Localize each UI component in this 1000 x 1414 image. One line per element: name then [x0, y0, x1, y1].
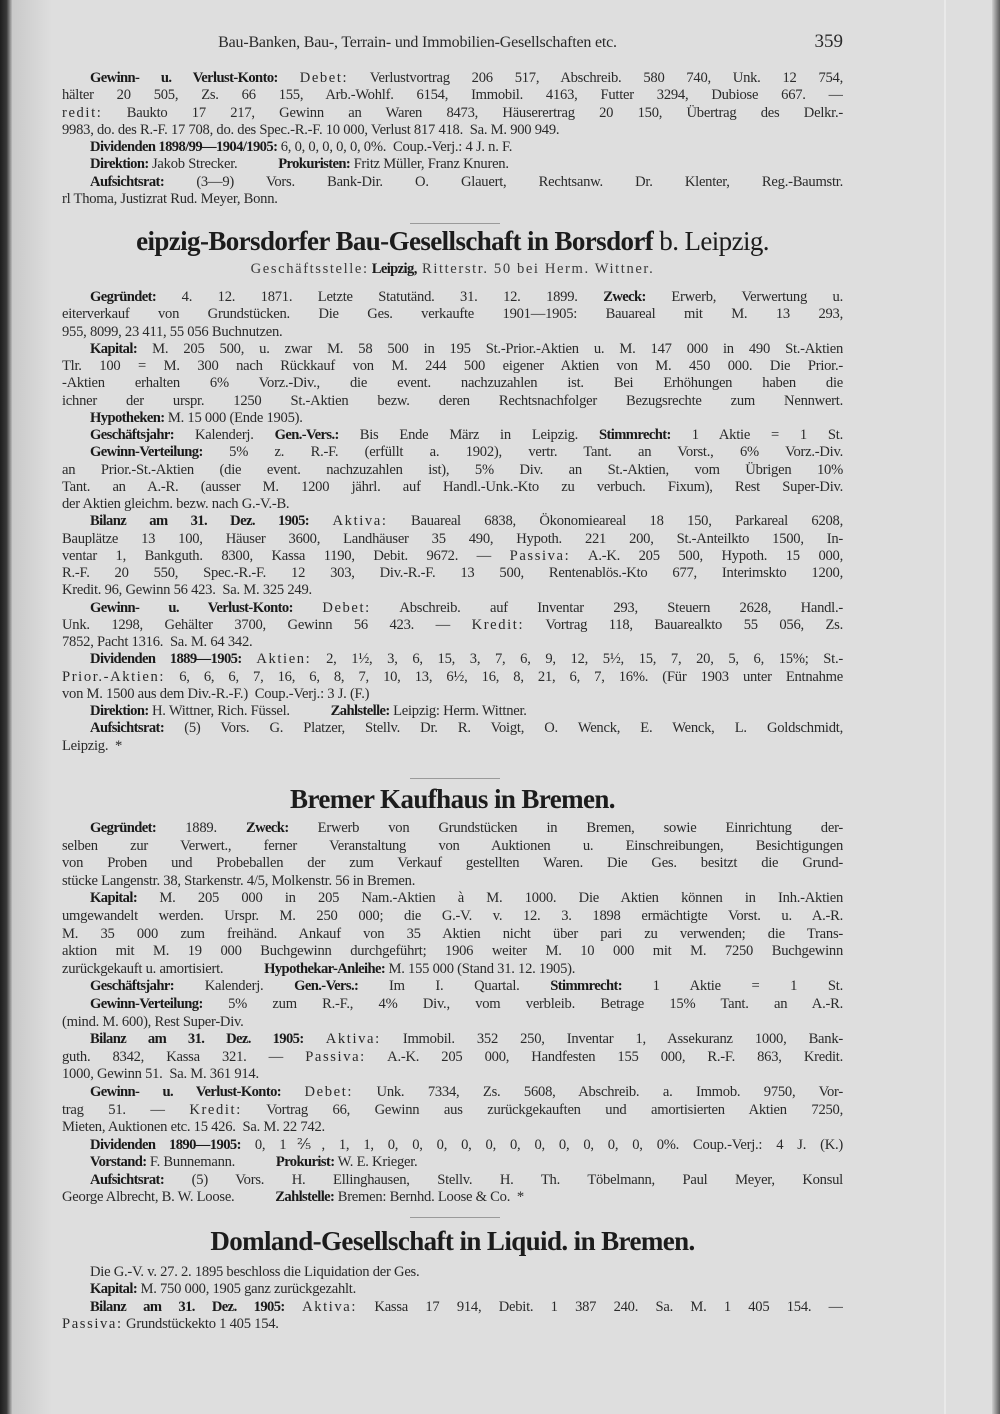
text-run: Bauareal 6838, Ökonomieareal 18 150, Parkareal 6208, [387, 513, 843, 530]
text-run [293, 600, 322, 616]
text-run: Tant. an A.-R. (ausser M. 1200 jährl. auf Handl.-Unk.-Kto zu verbuch. Fixum), Rest Super-Div. [62, 478, 843, 495]
text-run: Kredit: [189, 1101, 242, 1118]
text-line [62, 686, 843, 703]
text-line [62, 1031, 843, 1049]
text-run: M. 205 500, u. zwar M. 58 500 in 195 St.-Prior.-Aktien u. M. 147 000 in 490 St.-Aktien [137, 340, 843, 357]
text-run: A.-K. 205 000, Handfesten 155 000, R.-F. 863, Kredit. [365, 1048, 843, 1065]
text-line [62, 873, 843, 891]
company-title [62, 1226, 843, 1257]
text-run: Debet: [304, 1083, 354, 1100]
text-run [278, 70, 300, 86]
text-run: guth. 8342, Kassa 321. — [62, 1048, 306, 1065]
scan-edge-right [992, 0, 1000, 1414]
company-name: eipzig-Borsdorfer Bau-Gesellschaft in Borsdorf [136, 226, 654, 256]
text-line [62, 669, 843, 686]
field-label: Kapital: [90, 890, 138, 907]
text-run: trag 51. — [62, 1101, 190, 1118]
field-label: Bilanz am 31. Dez. 1905: [90, 1031, 304, 1048]
text-run [242, 651, 257, 667]
text-line [62, 105, 843, 122]
field-label: Gewinn- u. Verlust-Konto: [90, 599, 293, 616]
field-label: Gewinn- u. Verlust-Konto: [90, 70, 278, 86]
text-run: M. 205 000 in 205 Nam.-Aktien à M. 1000. Die Aktien können in Inh.-Aktien [137, 890, 843, 907]
text-line [62, 890, 843, 908]
text-line [62, 926, 843, 944]
text-run [285, 1299, 302, 1315]
text-line [62, 908, 843, 926]
text-line [62, 289, 843, 306]
section-continuation [62, 70, 843, 208]
text-line [62, 720, 843, 737]
field-label: Zahlstelle: [275, 1189, 335, 1206]
field-label: Zahlstelle: [330, 703, 390, 719]
text-line [62, 191, 843, 208]
section-leipzig-borsdorfer [62, 289, 843, 755]
text-run: 2, 1½, 3, 6, 15, 3, 7, 6, 9, 12, 5½, 15, 7, 20, 5, 6, 15%; St.- [311, 651, 843, 668]
text-run: George Albrecht, B. W. Loose. [62, 1189, 276, 1206]
scan-shadow-left [12, 0, 52, 1414]
text-run: Aktiva: [302, 1298, 358, 1315]
company-title [62, 784, 843, 815]
text-run [304, 1031, 326, 1047]
text-run: von M. 1500 aus dem Div.-R.-F.) Coup.-Verj.: 3 J. (F.) [62, 685, 370, 702]
text-run: M. 35 000 zum freihänd. Ankauf von 35 Aktien nicht über pari zu verwenden; die Trans- [62, 925, 843, 942]
text-run: M. 155 000 (Stand 31. 12. 1905). [385, 960, 576, 977]
section-domland [62, 1264, 843, 1333]
text-line [62, 582, 843, 599]
text-run: 4. 12. 1871. Letzte Statutänd. 31. 12. 1899. [156, 289, 604, 305]
text-run: selben zur Verwert., ferner Veranstaltung von Auktionen u. Einschreibungen, Besichtigungen [62, 837, 843, 854]
text-run: Abschreib. auf Inventar 293, Steuern 2628, Handl.- [370, 599, 843, 616]
text-line [62, 87, 843, 104]
field-label: Geschäftsjahr: [90, 978, 175, 995]
text-line [62, 427, 843, 444]
text-run: Kredit: [471, 616, 525, 633]
text-line [62, 1316, 843, 1333]
field-label: Prokuristen: [278, 156, 351, 173]
page-header [62, 31, 843, 56]
text-line [62, 838, 843, 856]
text-line [62, 1014, 843, 1032]
text-line [62, 496, 843, 513]
field-label: Direktion: [90, 703, 149, 719]
text-line [62, 1172, 843, 1190]
text-run: ichner der urspr. 1250 St.-Aktien bezw. deren Rechtsnachfolger Bezugsrechte zum Nennwert. [62, 392, 843, 409]
text-line [62, 855, 843, 873]
field-label: Gen.-Vers.: [274, 427, 339, 443]
text-line [62, 139, 843, 156]
text-run: (3—9) Vors. Bank-Dir. O. Glauert, Rechtsanw. Dr. Klenter, Reg.-Baumstr. [164, 173, 843, 190]
text-run: Bis Ende März in Leipzig. [338, 427, 600, 443]
text-run: Die G.-V. v. 27. 2. 1895 beschloss die Liquidation der Ges. [90, 1264, 420, 1280]
text-line [62, 820, 843, 838]
text-run: Bremen: Bernhd. Loose & Co. * [334, 1189, 524, 1206]
text-run: R.-F. 20 550, Spec.-R.-F. 12 303, Div.-R.-F. 13 500, Rentenablös.-Kto 677, Interimskto 1200, [62, 565, 843, 581]
text-run: (5) Vors. G. Platzer, Stellv. Dr. R. Voigt, O. Wenck, E. Wenck, L. Goldschmidt, [164, 720, 843, 737]
text-run: 1 Aktie = 1 St. [621, 978, 843, 995]
text-line [62, 617, 843, 634]
text-run: Grundstückekto 1 405 154. [122, 1315, 279, 1332]
text-line [62, 156, 843, 173]
text-line [62, 122, 843, 139]
text-line [62, 1066, 843, 1084]
text-line [62, 462, 843, 479]
running-title: Bau-Banken, Bau-, Terrain- und Immobilien-Gesellschaften etc. [218, 34, 617, 51]
text-run: (mind. M. 600), Rest Super-Div. [62, 1013, 244, 1030]
text-run: Leipzig: Herm. Wittner. [389, 703, 527, 719]
text-line [62, 548, 843, 565]
text-run: M. 750 000, 1905 ganz zurückgezahlt. [137, 1281, 357, 1298]
text-line [62, 1119, 843, 1137]
text-run [281, 1084, 305, 1100]
field-label: Bilanz am 31. Dez. 1905: [90, 513, 310, 530]
text-run: 1 Aktie = 1 St. [670, 427, 843, 443]
company-location: b. Leipzig. [653, 226, 769, 256]
text-run: (5) Vors. H. Ellinghausen, Stellv. H. Th. Töbelmann, Paul Meyer, Konsul [164, 1171, 843, 1188]
field-label: Leipzig, [368, 261, 417, 277]
text-run: Aktien: [256, 651, 312, 668]
text-run: M. 15 000 (Ende 1905). [164, 409, 303, 426]
text-line [62, 393, 843, 410]
text-run: 0, 1⅖, 1, 1, 0, 0, 0, 0, 0, 0, 0, 0, 0, 0, 0, 0%. Coup.-Verj.: 4 J. (K.) [240, 1136, 843, 1153]
text-line [62, 1102, 843, 1120]
text-run: 955, 8099, 23 411, 55 056 Buchnutzen. [62, 323, 283, 340]
field-label: Gewinn-Verteilung: [90, 995, 203, 1012]
text-run: Jakob Strecker. [148, 156, 279, 173]
text-run: Debet: [322, 599, 371, 616]
text-line [62, 341, 843, 358]
text-run [309, 513, 332, 529]
text-line [62, 174, 843, 191]
text-line [62, 375, 843, 392]
text-run: Prior.-Aktien: [62, 668, 166, 685]
text-run: Aktiva: [325, 1031, 381, 1048]
text-run: Aktiva: [332, 513, 388, 530]
text-run: Baukto 17 217, Gewinn an Waren 8473, Häuserertrag 20 150, Übertrag des Delkr.- [102, 104, 843, 121]
text-run: hälter 20 505, Zs. 66 155, Arb.-Wohlf. 6154, Immobil. 4163, Futter 3294, Dubiose 667. — [62, 87, 843, 104]
scan-fold-line [944, 0, 946, 1414]
section-bremer-kaufhaus [62, 820, 843, 1207]
page-number: 359 [814, 31, 843, 52]
text-run: A.-K. 205 500, Hypoth. 15 000, [570, 547, 843, 564]
text-run: Unk. 7334, Zs. 5608, Abschreib. a. Immob. 9750, Vor- [353, 1083, 843, 1100]
text-line [62, 444, 843, 461]
field-label: Dividenden 1890—1905: [90, 1136, 241, 1153]
field-label: Aufsichtsrat: [90, 1171, 165, 1188]
text-line [62, 703, 843, 720]
text-line [62, 565, 843, 582]
text-run: Vortrag 118, Bauarealkto 55 056, Zs. [524, 616, 843, 633]
text-run: Fritz Müller, Franz Knuren. [350, 156, 509, 173]
field-label: Aufsichtsrat: [90, 720, 165, 737]
text-line [62, 306, 843, 323]
text-run: Passiva: [305, 1048, 366, 1065]
text-run: 6, 6, 6, 7, 16, 6, 8, 7, 10, 13, 6½, 16, 8, 21, 6, 7, 16%. (Für 1903 unter Entnahme [165, 668, 843, 685]
text-line [62, 479, 843, 496]
field-label: Direktion: [90, 156, 149, 173]
text-run: umgewandelt werden. Urspr. M. 250 000; die G.-V. v. 12. 3. 1898 ermächtigte Vorst. u. A.-R. [62, 907, 843, 924]
text-run: Kredit. 96, Gewinn 56 423. Sa. M. 325 249. [62, 582, 312, 599]
text-line [62, 1049, 843, 1067]
text-line [62, 961, 843, 979]
company-title [62, 226, 843, 257]
text-run: redit: [62, 104, 103, 121]
text-line [62, 1281, 843, 1298]
field-label: Bilanz am 31. Dez. 1905: [90, 1298, 285, 1315]
text-run: Verlustvortrag 206 517, Abschreib. 580 740, Unk. 12 754, [348, 70, 843, 86]
text-run: 9983, do. des R.-F. 17 708, do. des Spec.-R.-F. 10 000, Verlust 817 418. Sa. M. 900 949. [62, 121, 560, 138]
text-run: Leipzig. * [62, 737, 123, 754]
text-line [62, 1137, 843, 1155]
text-line [62, 531, 843, 548]
field-label: Kapital: [90, 1281, 138, 1298]
text-run: Debet: [299, 70, 349, 86]
text-run: aktion mit M. 19 000 Buchgewinn durchgeführt; 1906 weiter M. 10 000 mit M. 7250 Buchgewinn [62, 943, 843, 960]
text-run: zurückgekauft u. amortisiert. [62, 960, 265, 977]
company-name: Bremer Kaufhaus in Bremen. [290, 784, 615, 814]
field-label: Stimmrecht: [550, 978, 622, 995]
text-run: 1000, Gewinn 51. Sa. M. 361 914. [62, 1066, 259, 1083]
text-run: Passiva: [509, 547, 571, 564]
section-divider [410, 778, 500, 779]
text-run: Tlr. 100 = M. 300 nach Rückkauf von M. 244 500 eigener Aktien von M. 450 000. Die Prior.- [62, 358, 843, 374]
text-run: ventar 1, Bankguth. 8300, Kassa 1190, Debit. 9672. — [62, 547, 510, 564]
field-label: Gen.-Vers.: [294, 978, 359, 995]
text-run: Mieten, Auktionen etc. 15 426. Sa. M. 22 742. [62, 1119, 325, 1136]
field-label: Gegründet: [90, 289, 157, 305]
field-label: Stimmrecht: [599, 427, 671, 443]
field-label: Zweck: [603, 289, 646, 305]
text-line [62, 1189, 843, 1207]
text-run: Passiva: [62, 1315, 123, 1332]
text-run: Ritterstr. 50 bei Herm. Wittner. [416, 261, 655, 277]
text-line [62, 358, 843, 375]
text-run: Kassa 17 914, Debit. 1 387 240. Sa. M. 1 405 154. — [357, 1298, 843, 1315]
text-run: der Aktien gleichm. bezw. nach G.-V.-B. [62, 496, 290, 512]
text-line [62, 1299, 843, 1316]
field-label: Hypotheken: [90, 409, 165, 426]
text-run: 7852, Pacht 1316. Sa. M. 64 342. [62, 634, 253, 650]
text-line [62, 70, 843, 87]
text-run: an Prior.-St.-Aktien (die event. nachzuzahlen ist), 5% Div. an St.-Aktien, vom Übrigen 10% [62, 461, 843, 478]
field-label: Gewinn- u. Verlust-Konto: [90, 1083, 282, 1100]
text-line [62, 996, 843, 1014]
text-run: W. E. Krieger. [334, 1154, 418, 1171]
text-run: 1889. [156, 820, 246, 836]
field-label: Gegründet: [90, 820, 157, 836]
text-run: Bauplätze 13 100, Häuser 3600, Landhäuser 35 490, Hypoth. 221 200, St.-Anteilkto 1500, In- [62, 530, 843, 547]
text-run: 5% zum R.-F., 4% Div., vom verbleib. Betrage 15% Tant. an A.-R. [202, 995, 843, 1012]
text-run: Unk. 1298, Gehälter 3700, Gewinn 56 423. — [62, 616, 472, 633]
text-run: Vortrag 66, Gewinn aus zurückgekauften und amortisierten Aktien 7250, [241, 1101, 843, 1118]
text-line [62, 738, 843, 755]
scan-edge-left [0, 0, 12, 1414]
text-run: F. Bunnemann. [146, 1154, 276, 1171]
company-office [62, 261, 843, 278]
text-run: Erwerb, Verwertung u. [645, 289, 843, 305]
section-divider [410, 223, 500, 224]
text-run: H. Wittner, Rich. Füssel. [148, 703, 331, 719]
field-label: Geschäftsjahr: [90, 427, 175, 443]
field-label: Vorstand: [90, 1154, 147, 1171]
text-run: Geschäftsstelle: [250, 261, 369, 277]
text-run: Immobil. 352 250, Inventar 1, Assekuranz 1000, Bank- [380, 1031, 843, 1048]
field-label: Zweck: [245, 820, 289, 836]
field-label: Dividenden 1889—1905: [90, 651, 242, 668]
field-label: Gewinn-Verteilung: [90, 444, 203, 461]
field-label: Dividenden 1898/99—1904/1905: [90, 139, 278, 155]
field-label: Aufsichtsrat: [90, 173, 165, 190]
section-divider [410, 1217, 500, 1218]
text-run: stücke Langenstr. 38, Starkenstr. 4/5, Molkenstr. 56 in Bremen. [62, 872, 416, 889]
text-run: Kalenderj. [174, 978, 295, 995]
field-label: Prokurist: [275, 1154, 335, 1171]
text-run: Im I. Quartal. [358, 978, 551, 995]
text-line [62, 651, 843, 668]
text-run: Erwerb von Grundstücken in Bremen, sowie Einrichtung der- [288, 820, 843, 836]
text-run: 5% z. R.-F. (erfüllt a. 1902), vertr. Tant. an Vorst., 6% Vorz.-Div. [202, 444, 843, 461]
text-line [62, 513, 843, 530]
text-line [62, 943, 843, 961]
text-line [62, 634, 843, 651]
text-run: von Proben und Probeballen der zum Verkauf gestellten Waren. Die Ges. besitzt die Grund- [62, 855, 843, 872]
text-line [62, 324, 843, 341]
text-line [62, 1084, 843, 1102]
field-label: Kapital: [90, 340, 138, 357]
text-line [62, 1154, 843, 1172]
text-line [62, 600, 843, 617]
text-line [62, 978, 843, 996]
company-name: Domland-Gesellschaft in Liquid. in Bremen. [210, 1226, 695, 1256]
text-run: eiterverkauf von Grundstücken. Die Ges. verkaufte 1901—1905: Bauareal mit M. 13 293, [62, 306, 843, 323]
text-line [62, 1264, 843, 1281]
text-run: Kalenderj. [174, 427, 275, 443]
text-line [62, 410, 843, 427]
text-run: -Aktien erhalten 6% Vorz.-Div., die event. nachzuzahlen ist. Bei Erhöhungen haben die [62, 375, 843, 392]
text-run: rl Thoma, Justizrat Rud. Meyer, Bonn. [62, 190, 278, 207]
field-label: Hypothekar-Anleihe: [264, 960, 386, 977]
text-run: 6, 0, 0, 0, 0, 0, 0%. Coup.-Verj.: 4 J. n. F. [277, 139, 513, 155]
